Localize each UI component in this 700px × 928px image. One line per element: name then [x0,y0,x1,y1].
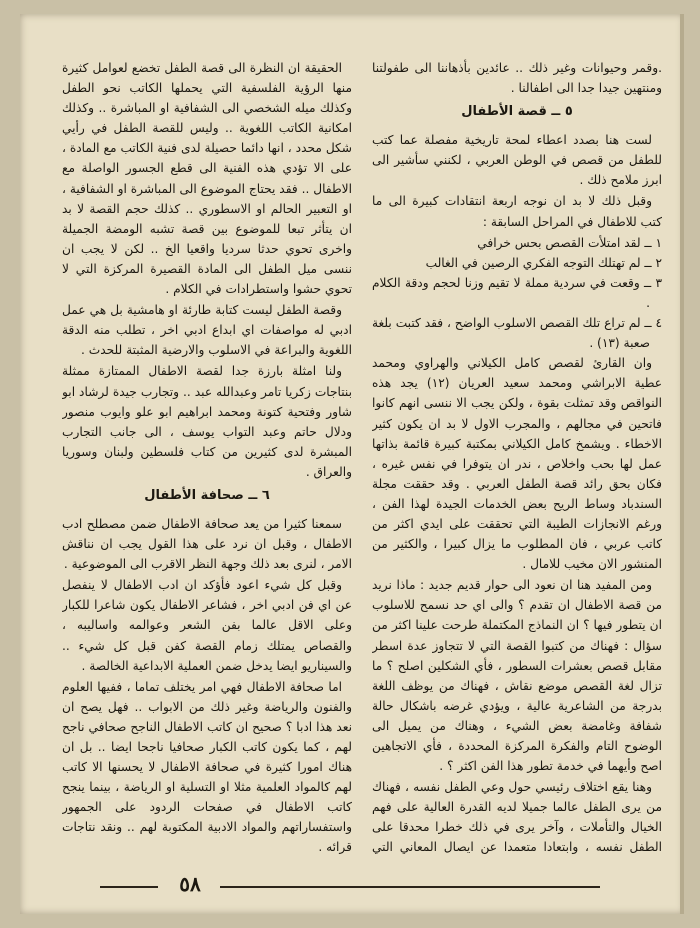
right-column [372,58,662,858]
list-item: ٣ ــ وقعت في سردية مملة لا تقيم وزنا لحجم ودقة الكلام . [372,275,662,310]
criticism-list [372,233,662,354]
paragraph: وهنا يقع اختلاف رئيسي حول وعي الطفل نفسه ، فهناك من يرى الطفل عالما جميلا لديه القدرة العالية على فهم الخيال والتأملات ، وآخر يرى في ذلك خطرا محدقا على الطفل نفسه ، وابتعادا متعمدا عن ايصال المعاني التي [372,780,662,855]
list-item: ١ ــ لقد امتلأت القصص بحس خرافي [477,235,662,250]
footer-rule-left [100,886,158,888]
paragraph: الحقيقة ان النظرة الى قصة الطفل تخضع لعوامل كثيرة منها الرؤية الفلسفية التي يحملها الكاتب نحو الطفل وكذلك ميله الشخصي الى الشفافية او المباشرة .. وكذلك امكانية الكاتب اللغوية .. وليس للقصة الطفل في رأيي شكل محدد ، انها دائما حصيلة لدى فنية الكاتب مع المادة ، على الا تؤدي هذه الفنية الى قطع الجسور الواصلة مع الاطفال .. فقد يحتاج الموضوع الى المباشرة او الشفافية ، او التعبير الحالم او الاسطوري .. كذلك حجم القصة لا بد ان يتأثر تبعا للموضوع بين قصة تشبه الومضة الجميلة واخرى تحوي حدثا سرديا واقعيا الخ .. لكن لا يجب ان ننسى ميل الطفل الى المادة القصيرة المركزة التي لا تحوي حشوا واستطرادات في الكلام . [62,61,352,297]
paragraph: سمعنا كثيرا من يعد صحافة الاطفال ضمن مصطلح ادب الاطفال ، وقبل ان نرد على هذا القول يجب ان نناقش الامر ، لنرى بعد ذلك وجهة النظر الاقرب الى الموضوعية . [62,516,352,572]
page-number: ٥٨ [179,872,201,896]
intro-paragraph: .وقمر وحيوانات وغير ذلك .. عائدين بأذهاننا الى طفولتنا ومنتهين جيدا جدا الى اطفالنا . [372,61,662,96]
paragraph: لست هنا بصدد اعطاء لمحة تاريخية مفصلة عما كتب للطفل من قصص في الوطن العربي ، لكنني سأشير الى ابرز ملامح ذلك . [372,133,662,188]
paragraph: اما صحافة الاطفال فهي امر يختلف تماما ، ففيها العلوم والفنون والرياضة وغير ذلك من الابواب .. فهل يصح ان نعد هذا ادبا ؟ صحيح ان كاتب الاطفال الناجح صحافي ناجح لهم ، كما يكون كاتب الكبار صحافيا ناجحا ايضا .. بل ان هناك امورا كثيرة في صحافة الاطفال لا يحسنها الا كاتب لهم كالمواد العلمية مثلا او التسلية او الرياضة ، بينما ينجح كاتب الاطفال في صفحات الردود على الجمهور واستفساراتهم والمواد الادبية المكتوبة لهم .. ونقد نتاجات قرائه . [62,679,352,855]
left-column [62,58,352,858]
list-item: ٢ ــ لم تهتلك التوجه الفكري الرصين في الغالب [425,255,662,270]
page-edge [680,14,684,914]
section-5-heading: ٥ ــ قصة الأطفال [461,104,573,120]
section-6-heading: ٦ ــ صحافة الأطفال [144,487,270,503]
paragraph: وقصة الطفل ليست كتابة طارئة او هامشية بل هي عمل ادبي له مواصفات اي ابداع ادبي اخر ، تطلب منه الدقة اللغوية والبراعة في الاسلوب والارضية المثبتة للحدث . [62,303,352,358]
paragraph: ولنا امثلة بارزة جدا لقصة الاطفال الممتازة ممثلة بنتاجات زكريا تامر وعبدالله عبد .. وتجارب جيدة لرشاد ابو شاور وفتحية كتونة ومحمد ابراهيم ابو علو وايوب منصور ودلال حاتم وعبد التواب يوسف ، الى جانب التجارب المبشرة لدى كثيرين من كتاب فلسطين ولبنان وسوريا والعراق . [62,364,352,479]
paragraph: وان القارئ لقصص كامل الكيلاني والهراوي ومحمد عطية الابراشي ومحمد سعيد العريان (١٢) يجد هذه النواقص وقد تمثلت بقوة ، ولكن يجب الا ننسى انهم كانوا فاتحين في مجالهم ، والمجرب الاول لا بد ان يكون كثير الاخطاء . ويشمخ كامل الكيلاني بمكتبة كبيرة قائمة بذاتها عمل لها بحب واخلاص ، ندر ان يتوفرا في نفس غيره ، فكان بحق رائد قصة الطفل العربي . وقد حققت مجلة السندباد وساط الريح بعض الخدمات الجيدة لهذا الفن ، ورغم الانجازات الطيبة التي تحققت على ايدي اكثر من كاتب عربي ، فان المطلوب ما يزال كبيرا ، والكثير من المنشور الان مخيب للامال . [372,356,662,572]
paragraph: وقبل كل شيء اعود فأؤكد ان ادب الاطفال لا ينفصل عن اي فن ادبي اخر ، فشاعر الاطفال يكون شاعرا للكبار وعلى الاقل عالما بفن الشعر وعوالمه واساليبه ، والقصاص يمتلك زمام القصة كفن قبل كل شيء .. والسيناريو ايضا يدخل ضمن العملية الابداعية الخالصة . [62,578,352,673]
paragraph: ومن المفيد هنا ان نعود الى حوار قديم جديد : ماذا نريد من قصة الاطفال ان تقدم ؟ والى اي حد نسمح للاسلوب ان يتطور فيها ؟ ان النماذج المكتملة طرحت علينا اكثر من سؤال : فهناك من كتبوا القصة التي لا تتجاوز عدة اسطر مقابل قصص بعشرات السطور ، فأي الشكلين اصلح ؟ ما تزال لغة القصص موضع نقاش ، فهناك من يوظف اللغة بدرجة من الشاعرية عالية ، ويؤدي غرضه باشكال حالة شفافة وغامضة بعض الشيء ، وهناك من يميل الى الوضوح التام والفكرة المركزة المحددة ، فأي الاتجاهين اصح وأيهما في خدمة تطور هذا الفن اكثر ؟ . [372,578,662,774]
page-footer [20,872,684,902]
paragraph: وقبل ذلك لا بد ان نوجه اربعة انتقادات كبيرة الى ما كتب للاطفال في المراحل السابقة : [372,194,662,229]
list-item: ٤ ــ لم تراع تلك القصص الاسلوب الواضح ، فقد كتبت بلغة صعبة (١٣) . [372,316,662,351]
footer-rule-right [220,886,600,888]
magazine-page [20,14,684,914]
